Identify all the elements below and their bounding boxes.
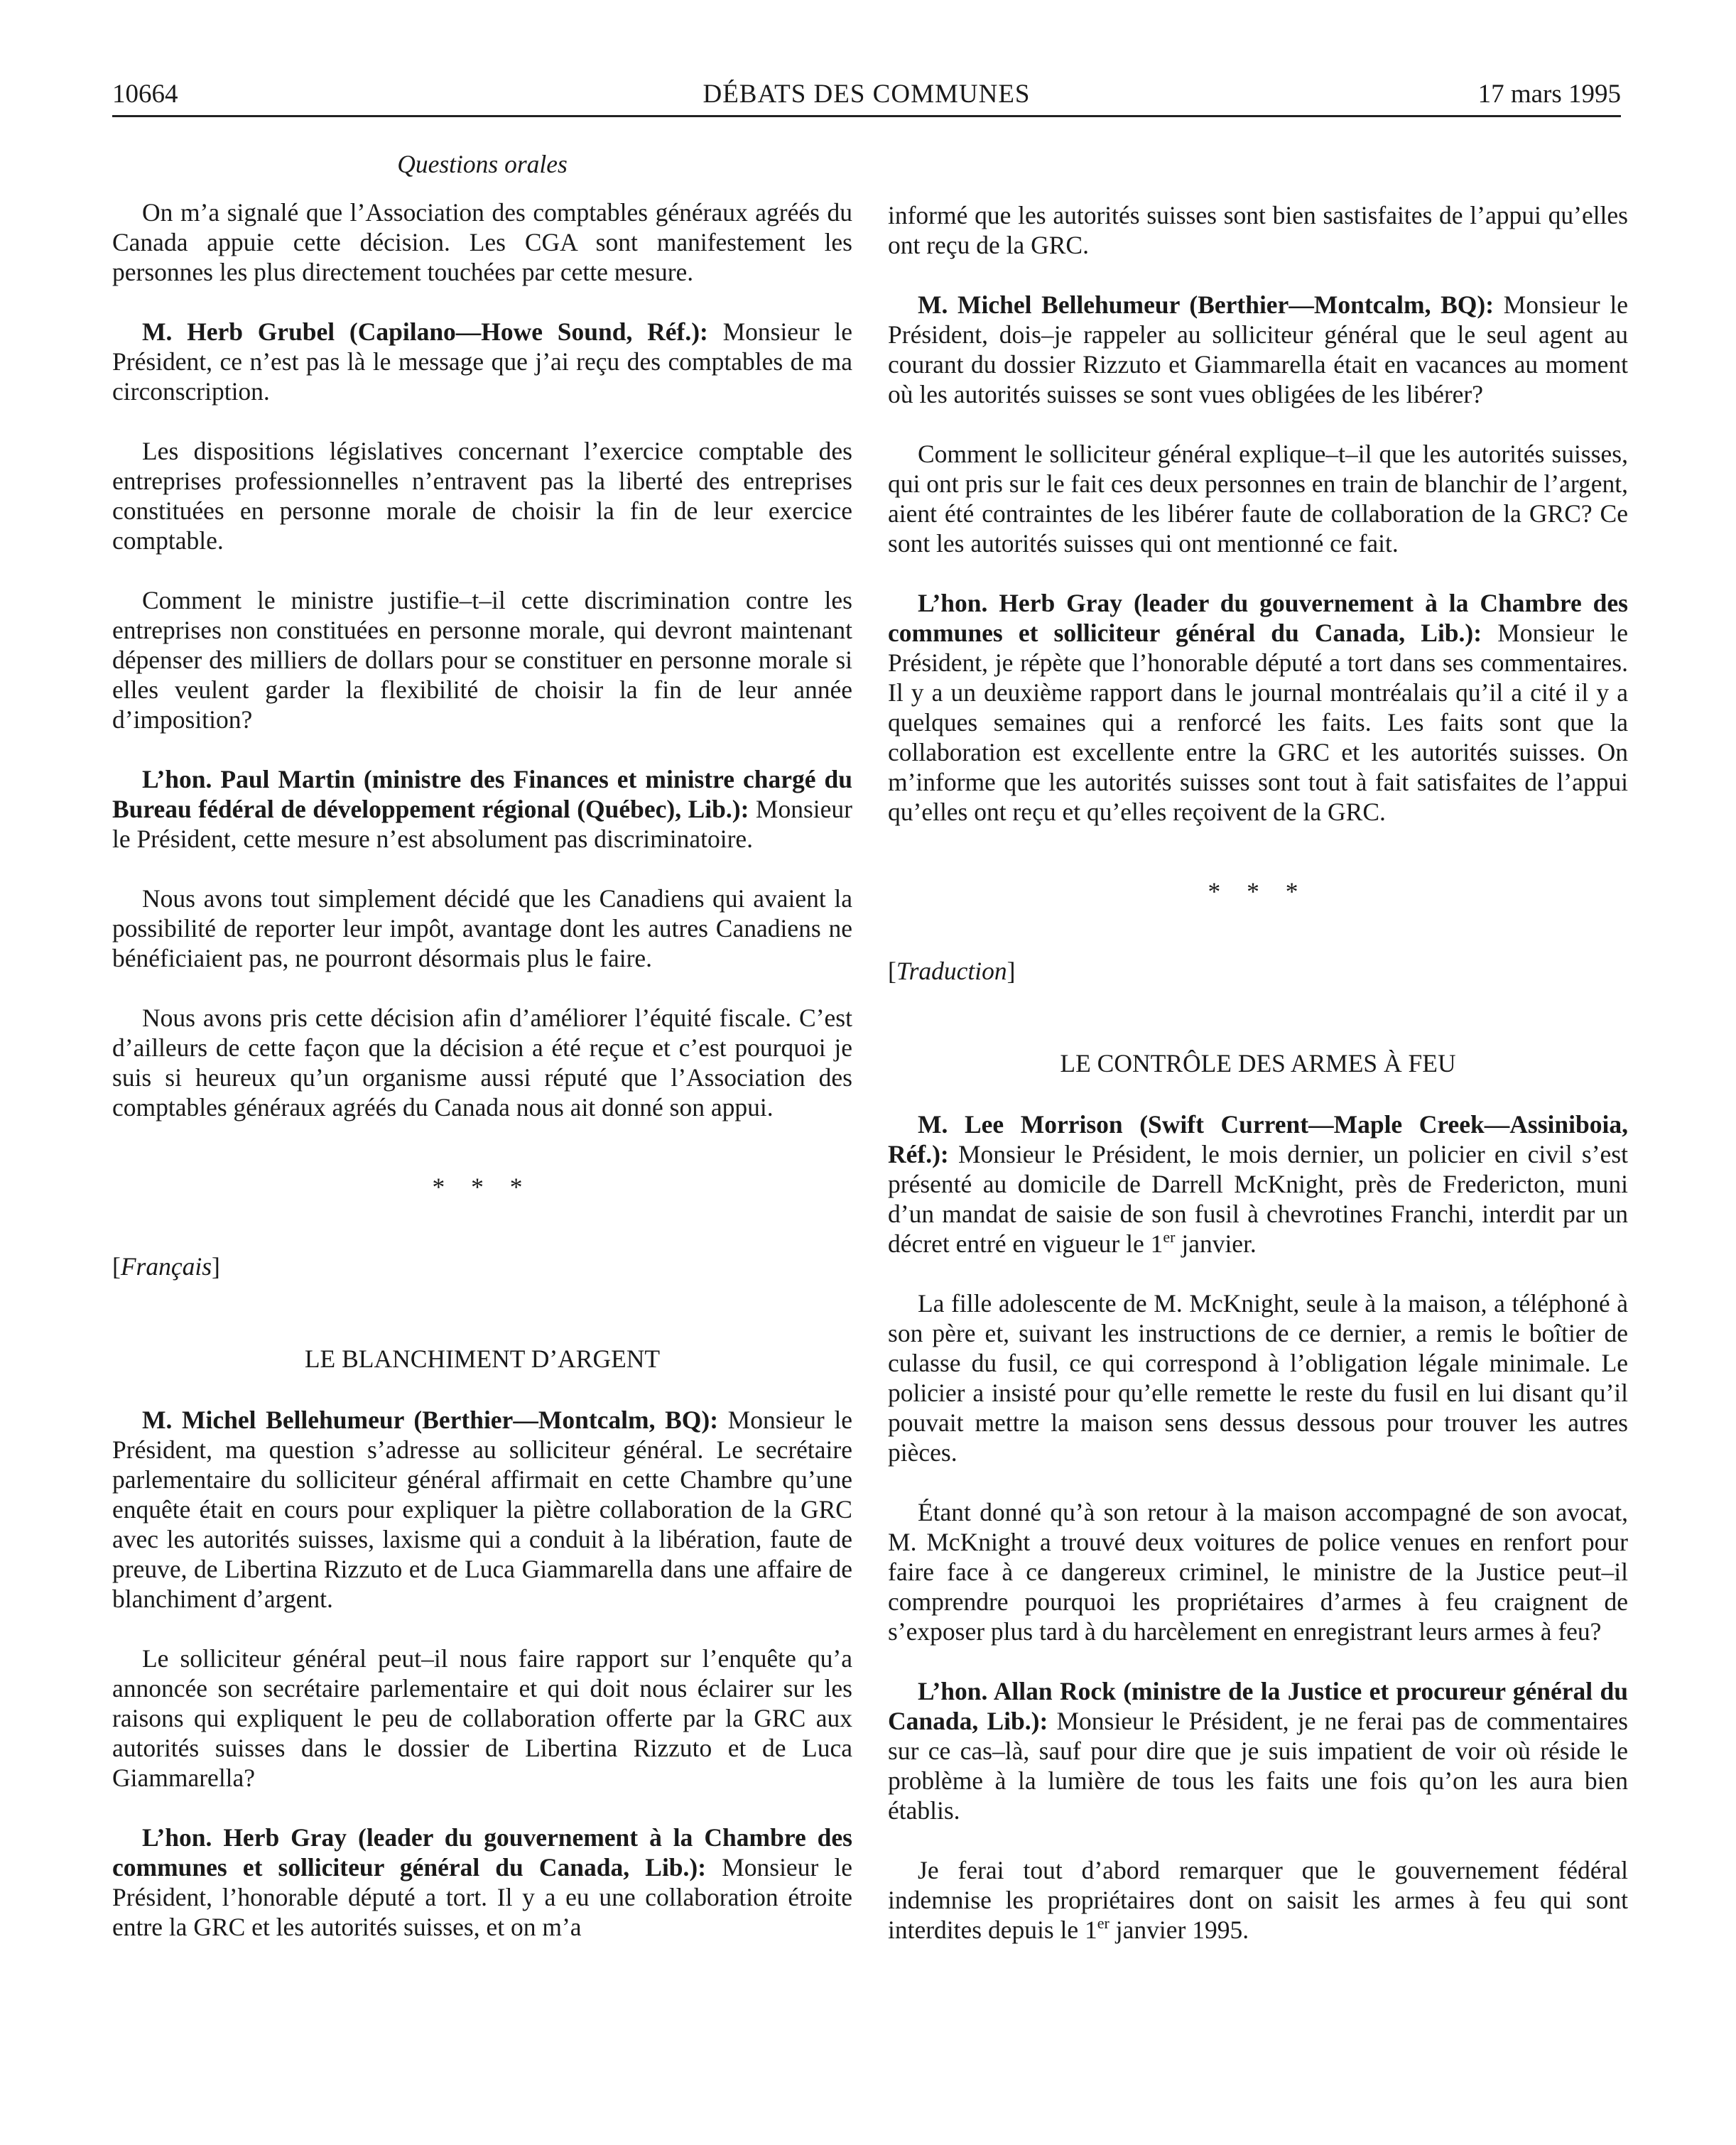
- paragraph-text: Comment le ministre justifie–t–il cette discrimination contre les entreprises non constituées en personne morale, qui devront maintenant dépenser des milliers de dollars pour se constituer en personne morale si elles veulent garder la flexibilité de choisir la fin de leur année d’imposition?: [112, 586, 852, 734]
- paragraph: [888, 1288, 1628, 1467]
- speaker-name: M. Lee Morrison (Swift Current—Maple Creek—Assiniboia, Réf.):: [888, 1110, 1628, 1168]
- paragraph: [112, 1003, 852, 1122]
- paragraph: [112, 764, 852, 854]
- paragraph: [112, 317, 852, 406]
- paragraph: [112, 1823, 852, 1942]
- paragraph-text: Monsieur le Président, je ne ferai pas de commentaires sur ce cas–là, sauf pour dire que je suis impatient de voir où réside le problème à la lumière de tous les faits une fois qu’on les aura bien établis.: [888, 1707, 1628, 1825]
- paragraph: [888, 439, 1628, 558]
- paragraph-text: La fille adolescente de M. McKnight, seule à la maison, a téléphoné à son père et, suivant les instructions de ce dernier, a remis le boîtier de culasse du fusil, ce qui correspond à l’obligation légale minimale. Le policier a insisté pour qu’elle remette le reste du fusil en lui disant qu’il pouvait mettre la maison sens dessus dessous pour trouver les autres pièces.: [888, 1289, 1628, 1467]
- paragraph-text: janvier.: [1175, 1229, 1257, 1258]
- speaker-name: L’hon. Allan Rock (ministre de la Justice et procureur général du Canada, Lib.):: [888, 1677, 1628, 1735]
- paragraph: [888, 1109, 1628, 1259]
- paragraph-text: informé que les autorités suisses sont bien sastisfaites de l’appui qu’elles ont reçu de la GRC.: [888, 201, 1628, 259]
- paragraph: [112, 585, 852, 734]
- superscript: er: [1163, 1228, 1176, 1246]
- speaker-name: L’hon. Herb Gray (leader du gouvernement à la Chambre des communes et solliciteur général du Canada, Lib.):: [112, 1823, 852, 1881]
- paragraph: [888, 1497, 1628, 1646]
- speaker-name: M. Herb Grubel (Capilano—Howe Sound, Réf.):: [142, 317, 708, 346]
- paragraph: [112, 1405, 852, 1614]
- page-header: [112, 77, 1621, 116]
- superscript: er: [1097, 1914, 1110, 1932]
- paragraph-text: Comment le solliciteur général explique–t–il que les autorités suisses, qui ont pris sur le fait ces deux personnes en train de blanchir de l’argent, aient été contraintes de les libérer faute de collaboration de la GRC? Ce sont les autorités suisses qui ont mentionné ce fait.: [888, 440, 1628, 558]
- paragraph: [888, 1855, 1628, 1945]
- right-column: [888, 149, 1628, 1975]
- speaker-name: M. Michel Bellehumeur (Berthier—Montcalm, BQ):: [142, 1406, 719, 1434]
- paragraph-text: Les dispositions législatives concernant l’exercice comptable des entreprises professionnelles n’entravent pas la liberté des entreprises constituées en personne morale de choisir la fin de leur exercice comptable.: [112, 437, 852, 555]
- running-title: DÉBATS DES COMMUNES: [702, 80, 1031, 109]
- speaker-name: M. Michel Bellehumeur (Berthier—Montcalm, BQ):: [918, 290, 1494, 319]
- paragraph-text: Monsieur le Président, dois–je rappeler au solliciteur général que le seul agent au courant du dossier Rizzuto et Giammarella était en vacances au moment où les autorités suisses se sont vues obligées de les libérer?: [888, 290, 1628, 408]
- section-label: Questions orales: [397, 150, 568, 178]
- section-heading: LE BLANCHIMENT D’ARGENT: [304, 1345, 661, 1373]
- language-label: [Traduction]: [888, 957, 1016, 985]
- paragraph-text: Nous avons pris cette décision afin d’améliorer l’équité fiscale. C’est d’ailleurs de cette façon que la décision a été reçue et c’est pourquoi je suis si heureux qu’un organisme aussi réputé que l’Association des comptables généraux agréés du Canada nous ait donné son appui.: [112, 1004, 852, 1122]
- page-date: 17 mars 1995: [1477, 80, 1621, 109]
- paragraph: [888, 290, 1628, 409]
- section-separator: * * *: [432, 1173, 533, 1201]
- paragraph: [888, 1676, 1628, 1825]
- speaker-name: L’hon. Herb Gray (leader du gouvernement à la Chambre des communes et solliciteur général du Canada, Lib.):: [888, 589, 1628, 647]
- paragraph-text: Monsieur le Président, ce n’est pas là le message que j’ai reçu des comptables de ma circonscription.: [112, 317, 852, 406]
- paragraph: [888, 588, 1628, 827]
- header-rule: [112, 115, 1621, 117]
- speaker-name: L’hon. Paul Martin (ministre des Finances et ministre chargé du Bureau fédéral de développement régional (Québec), Lib.):: [112, 765, 852, 823]
- section-heading: LE CONTRÔLE DES ARMES À FEU: [1060, 1049, 1456, 1077]
- paragraph-text: On m’a signalé que l’Association des comptables généraux agréés du Canada appuie cette décision. Les CGA sont manifestement les personnes les plus directement touchées par cette mesure.: [112, 198, 852, 286]
- paragraph-text: Monsieur le Président, l’honorable député a tort. Il y a eu une collaboration étroite entre la GRC et les autorités suisses, et on m’a: [112, 1853, 852, 1941]
- paragraph-text: janvier 1995.: [1109, 1916, 1249, 1944]
- section-separator: * * *: [1208, 877, 1308, 906]
- paragraph: [112, 197, 852, 287]
- paragraph: [112, 436, 852, 555]
- paragraph-continued: [888, 200, 1628, 260]
- language-label: [Français]: [112, 1252, 220, 1281]
- left-column: [112, 149, 852, 1972]
- paragraph-text: Monsieur le Président, cette mesure n’est absolument pas discriminatoire.: [112, 795, 852, 853]
- paragraph: [112, 1644, 852, 1793]
- paragraph-text: Le solliciteur général peut–il nous faire rapport sur l’enquête qu’a annoncée son secrétaire parlementaire et qui doit nous éclairer sur les raisons qui expliquent le peu de collaboration offerte par la GRC aux autorités suisses dans le dossier de Libertina Rizzuto et de Luca Giammarella?: [112, 1644, 852, 1792]
- paragraph-text: Monsieur le Président, le mois dernier, un policier en civil s’est présenté au domicile de Darrell McKnight, près de Fredericton, muni d’un mandat de saisie de son fusil à chevrotines Franchi, interdit par un décret entré en vigueur le 1: [888, 1140, 1628, 1258]
- paragraph-text: Nous avons tout simplement décidé que les Canadiens qui avaient la possibilité de reporter leur impôt, avantage dont les autres Canadiens ne bénéficiaient pas, ne pourront désormais plus le faire.: [112, 884, 852, 972]
- language-label-text: Traduction: [896, 957, 1007, 985]
- paragraph-text: Je ferai tout d’abord remarquer que le gouvernement fédéral indemnise les propriétaires dont on saisit les armes à feu qui sont interdites depuis le 1: [888, 1856, 1628, 1944]
- paragraph-text: Monsieur le Président, je répète que l’honorable député a tort dans ses commentaires. Il y a un deuxième rapport dans le journal montréalais qu’il a cité il y a quelques semaines qui a renforcé les faits. Les faits sont que la collaboration est excellente entre la GRC et les autorités suisses. On m’informe que les autorités suisses sont tout à fait satisfaites de l’appui qu’elles ont reçu et qu’elles reçoivent de la GRC.: [888, 619, 1628, 826]
- language-label-text: Français: [120, 1252, 212, 1281]
- paragraph-text: Monsieur le Président, ma question s’adresse au solliciteur général. Le secrétaire parlementaire du solliciteur général affirmait en cette Chambre qu’une enquête était en cours pour expliquer la piètre collaboration de la GRC avec les autorités suisses, laxisme qui a conduit à la libération, faute de preuve, de Libertina Rizzuto et de Luca Giammarella dans une affaire de blanchiment d’argent.: [112, 1406, 852, 1613]
- paragraph: [112, 884, 852, 973]
- page-number: 10664: [112, 80, 178, 109]
- paragraph-text: Étant donné qu’à son retour à la maison accompagné de son avocat, M. McKnight a trouvé deux voitures de police venues en renfort pour faire face à ce dangereux criminel, le ministre de la Justice peut–il comprendre pourquoi les propriétaires d’armes à feu craignent de s’exposer plus tard à du harcèlement en enregistrant leurs armes à feu?: [888, 1498, 1628, 1646]
